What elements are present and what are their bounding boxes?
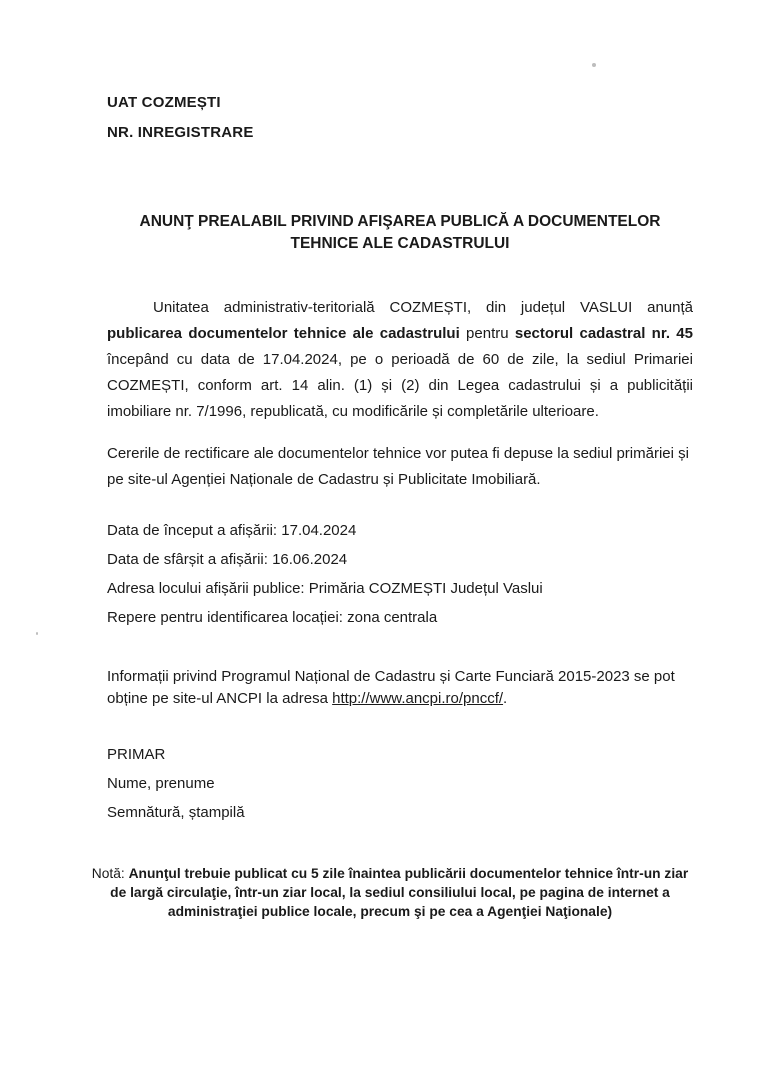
note-paragraph (90, 864, 690, 921)
intro-bold-2: sectorul cadastral nr. 45 (514, 325, 693, 342)
ancpi-link[interactable]: http://www.ancpi.ro/pnccf/ (332, 690, 504, 707)
display-address: Adresa locului afișării publice: Primăria COZMEȘTI Județul Vaslui (107, 580, 543, 597)
registration-number-label: NR. INREGISTRARE (107, 124, 254, 141)
title-line-1: ANUNŢ PREALABIL PRIVIND AFIŞAREA PUBLICĂ A DOCUMENTELOR (139, 213, 661, 230)
info-paragraph (107, 666, 693, 710)
signature-title: PRIMAR (107, 746, 166, 763)
intro-text-2: pentru (459, 325, 515, 342)
display-start-date: Data de început a afișării: 17.04.2024 (107, 522, 357, 539)
info-end: . (503, 690, 508, 707)
scan-speck (36, 632, 38, 635)
intro-paragraph (107, 295, 693, 425)
intro-text-1: Unitatea administrativ-teritorială COZMEȘTI, din județul VASLUI anunță (153, 299, 693, 316)
signature-stamp-label: Semnătură, ștampilă (107, 804, 245, 821)
note-label: Notă: (91, 866, 129, 881)
title-line-2: TEHNICE ALE CADASTRULUI (290, 235, 510, 252)
intro-text-3: începând cu data de 17.04.2024, pe o perioadă de 60 de zile, la sediul Primariei COZMEȘTI, conform art. 14 alin. (1) și (2) din Legea cadastrului și a publicității imobiliare nr. 7/1996, republicată, cu modificările și completările ulterioare. (107, 351, 693, 420)
location-landmarks: Repere pentru identificarea locației: zona centrala (107, 609, 438, 626)
signature-name-label: Nume, prenume (107, 775, 215, 792)
document-title (80, 211, 720, 255)
requests-paragraph: Cererile de rectificare ale documentelor tehnice vor putea fi depuse la sediul primăriei și pe site-ul Agenției Naționale de Cadastru și Publicitate Imobiliară. (107, 445, 689, 488)
scan-speck (592, 63, 596, 67)
intro-bold-1: publicarea documentelor tehnice ale cadastrului (107, 325, 460, 342)
display-end-date: Data de sfârșit a afișării: 16.06.2024 (107, 551, 348, 568)
info-text: Informații privind Programul Național de Cadastru și Carte Funciară 2015-2023 se pot obține pe site-ul ANCPI la adresa (107, 668, 675, 707)
note-text: Anunţul trebuie publicat cu 5 zile înaintea publicării documentelor tehnice într-un ziar de largă circulaţie, într-un ziar local, la sediul consiliului local, pe pagina de internet a administraţiei publice locale, precum şi pe cea a Agenţiei Naţionale) (110, 866, 689, 919)
uat-name: UAT COZMEȘTI (107, 94, 221, 111)
